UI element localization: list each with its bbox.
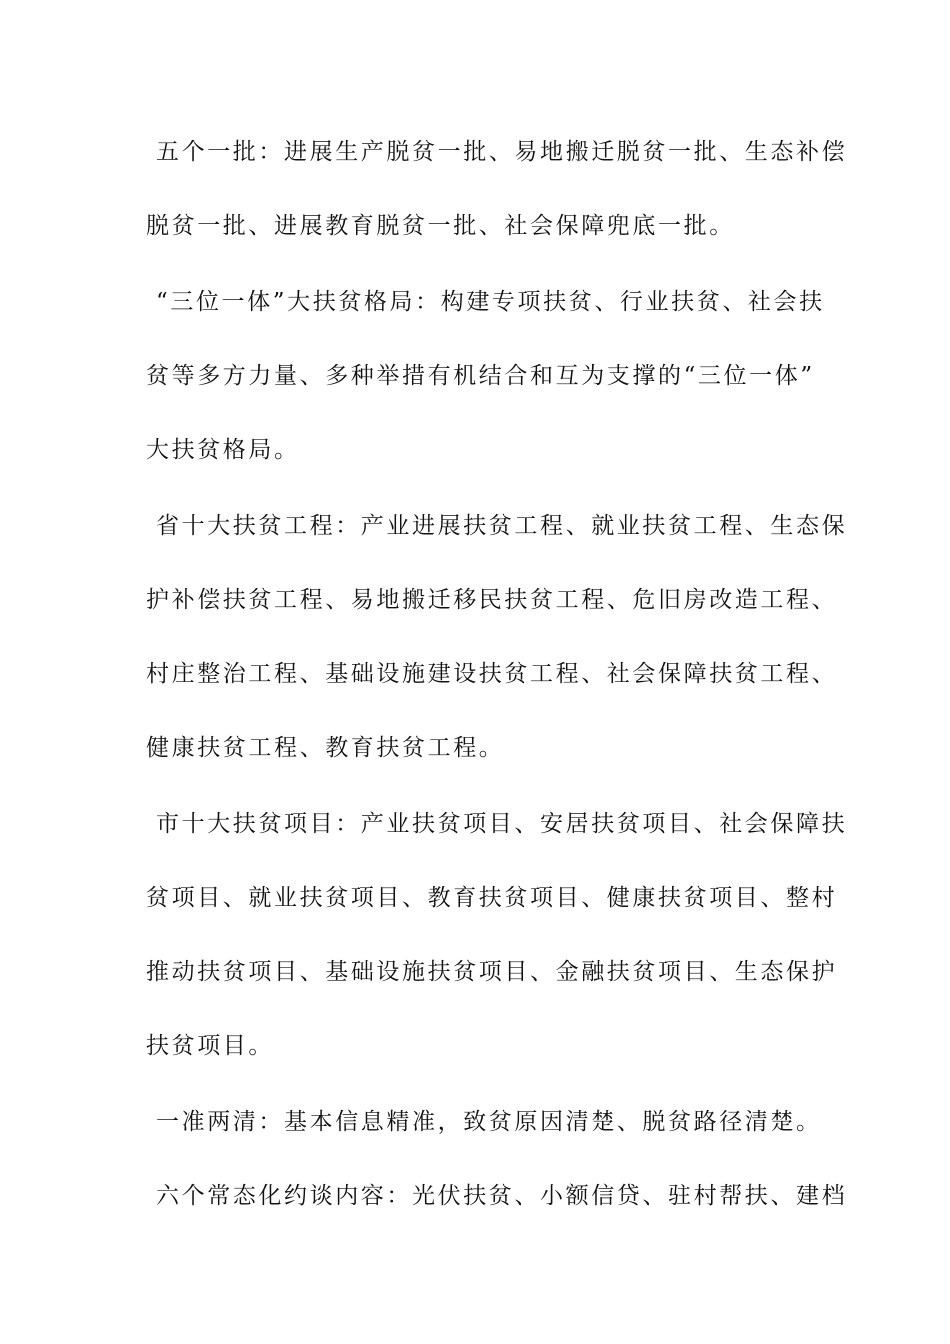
text-line: 贫项目、就业扶贫项目、教育扶贫项目、健康扶贫项目、整村 — [146, 885, 838, 911]
text-line: 推动扶贫项目、基础设施扶贫项目、金融扶贫项目、生态保护 — [146, 959, 838, 985]
text-line: 省十大扶贫工程：产业进展扶贫工程、就业扶贫工程、生态保 — [156, 513, 848, 539]
text-line: 一准两清：基本信息精准，致贫原因清楚、脱贫路径清楚。 — [156, 1109, 822, 1135]
text-line: 村庄整治工程、基础设施建设扶贫工程、社会保障扶贫工程、 — [146, 661, 838, 687]
text-line: 护补偿扶贫工程、易地搬迁移民扶贫工程、危旧房改造工程、 — [146, 587, 838, 613]
text-line: 贫等多方力量、多种举措有机结合和互为支撑的“三位一体” — [146, 363, 815, 389]
text-line: 脱贫一批、进展教育脱贫一批、社会保障兜底一批。 — [146, 213, 735, 239]
text-line: “三位一体”大扶贫格局：构建专项扶贫、行业扶贫、社会扶 — [156, 289, 825, 315]
text-line: 扶贫项目。 — [146, 1033, 274, 1059]
text-line: 市十大扶贫项目：产业扶贫项目、安居扶贫项目、社会保障扶 — [156, 811, 848, 837]
text-line: 健康扶贫工程、教育扶贫工程。 — [146, 735, 505, 761]
text-line: 六个常态化约谈内容：光伏扶贫、小额信贷、驻村帮扶、建档 — [156, 1183, 848, 1209]
text-line: 五个一批：进展生产脱贫一批、易地搬迁脱贫一批、生态补偿 — [156, 139, 848, 165]
text-line: 大扶贫格局。 — [146, 437, 300, 463]
